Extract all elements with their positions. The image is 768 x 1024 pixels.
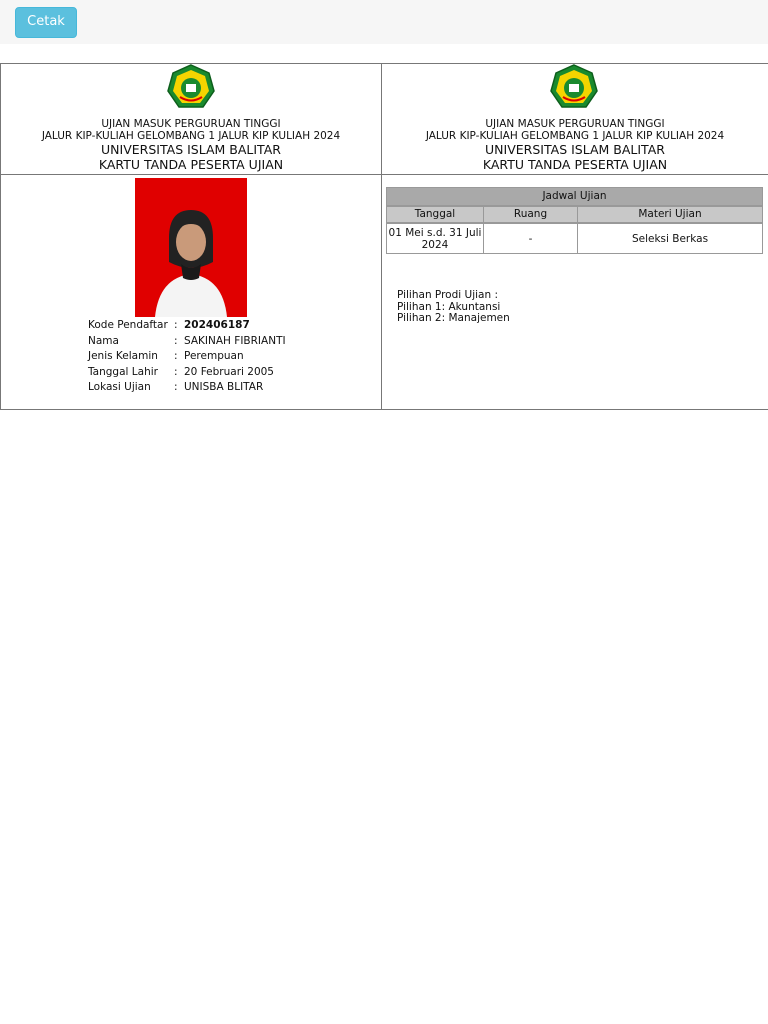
schedule-title: Jadwal Ujian [386,187,763,206]
toolbar [0,0,768,44]
info-colon: : [174,334,178,347]
participant-photo [135,178,247,317]
birth-date-value: 20 Februari 2005 [184,365,274,378]
university-logo [549,64,599,112]
print-button[interactable]: Cetak [15,7,77,38]
header-line: JALUR KIP-KULIAH GELOMBANG 1 JALUR KIP KULIAH 2024 [41,130,341,142]
divider [0,174,768,175]
university-name: UNIVERSITAS ISLAM BALITAR [485,142,665,157]
schedule-column-header: Ruang [483,206,578,223]
info-label: Kode Pendaftar [88,319,168,331]
prodi-choice: Pilihan 2: Manajemen [397,312,510,324]
schedule-cell-date: 01 Mei s.d. 31 Juli 2024 [386,223,484,254]
info-colon: : [174,319,178,331]
schedule-cell-room: - [483,223,578,254]
info-colon: : [174,350,178,362]
card-title: KARTU TANDA PESERTA UJIAN [98,157,284,172]
prodi-choices [397,290,510,325]
info-label: Tanggal Lahir [88,365,158,378]
card-header-left [1,64,381,174]
info-label: Nama [88,334,119,347]
prodi-choice: Pilihan 1: Akuntansi [397,300,501,313]
university-name: UNIVERSITAS ISLAM BALITAR [101,142,281,157]
schedule-cell-subject: Seleksi Berkas [577,223,763,254]
header-line: UJIAN MASUK PERGURUAN TINGGI [101,118,281,130]
info-colon: : [174,381,178,393]
card-header-right [382,64,768,174]
university-logo [166,64,216,112]
exam-location-value: UNISBA BLITAR [184,381,264,393]
schedule-column-header: Tanggal [386,206,484,223]
card-title: KARTU TANDA PESERTA UJIAN [482,157,668,172]
info-label: Lokasi Ujian [88,381,151,393]
info-label: Jenis Kelamin [88,350,158,362]
info-colon: : [174,365,178,378]
header-line: UJIAN MASUK PERGURUAN TINGGI [485,118,665,130]
prodi-title: Pilihan Prodi Ujian : [397,289,498,301]
registration-code: 202406187 [184,319,250,331]
participant-name: SAKINAH FIBRIANTI [184,334,286,347]
header-line: JALUR KIP-KULIAH GELOMBANG 1 JALUR KIP KULIAH 2024 [425,130,725,142]
gender-value: Perempuan [184,350,244,362]
schedule-column-header: Materi Ujian [577,206,763,223]
